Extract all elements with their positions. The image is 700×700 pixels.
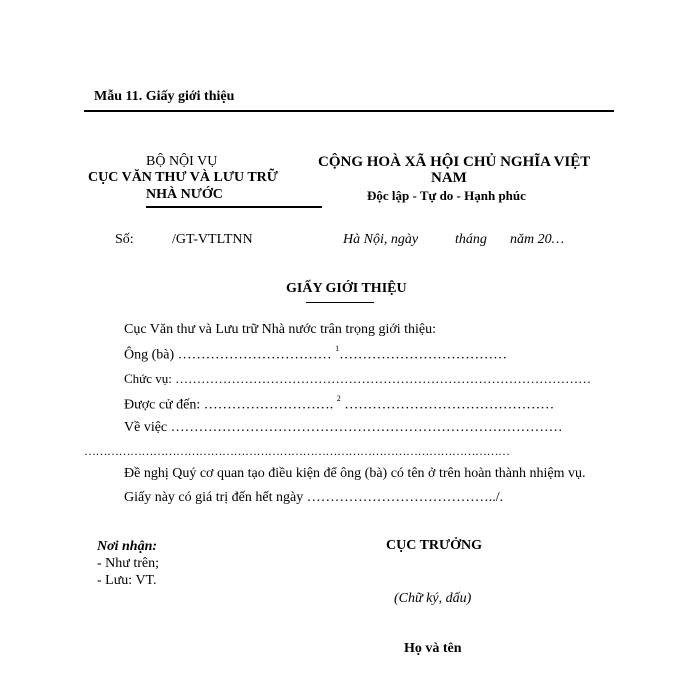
intro-text: Cục Văn thư và Lưu trữ Nhà nước trân trọng giới thiệu: xyxy=(124,322,437,337)
ong-ba-fill: ……………………………… xyxy=(339,347,508,363)
validity-text: Giấy này có giá trị đến hết ngày …………………………………../. xyxy=(124,490,504,505)
sign-note: (Chữ ký, dấu) xyxy=(394,591,472,606)
duoc-cu-label: Được cử đến: ………………………. xyxy=(124,397,334,413)
republic-line1: CỘNG HOÀ XÃ HỘI CHỦ NGHĨA VIỆT xyxy=(318,154,591,170)
recipient-line1: - Như trên; xyxy=(97,556,160,571)
motto: Độc lập - Tự do - Hạnh phúc xyxy=(367,188,526,203)
department-line1: CỤC VĂN THƯ VÀ LƯU TRỮ xyxy=(88,170,278,185)
continuation-line: ………………………………………………………………………………………………… xyxy=(84,444,510,458)
request-text: Đề nghị Quý cơ quan tạo điều kiện để ông (bà) có tên ở trên hoàn thành nhiệm vụ. xyxy=(124,466,586,481)
so-code: /GT-VTLTNN xyxy=(172,232,253,247)
signer-title: CỤC TRƯỞNG xyxy=(386,538,483,553)
footnote-2: 2 xyxy=(336,394,341,403)
title-underline xyxy=(306,302,374,303)
footnote-1: 1 xyxy=(335,344,340,353)
recipient-line2: - Lưu: VT. xyxy=(97,573,157,588)
date-month: tháng xyxy=(455,232,487,247)
top-divider xyxy=(84,110,614,112)
place-date: Hà Nội, ngày xyxy=(343,232,419,247)
ong-ba-line xyxy=(124,346,507,364)
date-year: năm 20… xyxy=(510,232,565,247)
department-line2: NHÀ NƯỚC xyxy=(146,187,223,202)
document-title: GIẤY GIỚI THIỆU xyxy=(286,281,407,296)
so-label: Số: xyxy=(115,232,134,247)
ve-viec-line: Về việc ………………………………………………………………………… xyxy=(124,420,563,435)
republic-line2: NAM xyxy=(431,170,467,186)
ministry-name: BỘ NỘI VỤ xyxy=(146,154,218,169)
duoc-cu-fill: ……………………………………… xyxy=(344,397,555,413)
form-label: Mẫu 11. Giấy giới thiệu xyxy=(94,89,235,104)
left-header-underline xyxy=(146,206,322,208)
ong-ba-label: Ông (bà) …………………………… xyxy=(124,347,332,363)
chuc-vu-line: Chức vụ: …………………………………………………………………………………… xyxy=(124,371,592,386)
recipients-label: Nơi nhận: xyxy=(97,539,158,554)
signer-name-label: Họ và tên xyxy=(404,641,462,656)
duoc-cu-line xyxy=(124,396,554,414)
